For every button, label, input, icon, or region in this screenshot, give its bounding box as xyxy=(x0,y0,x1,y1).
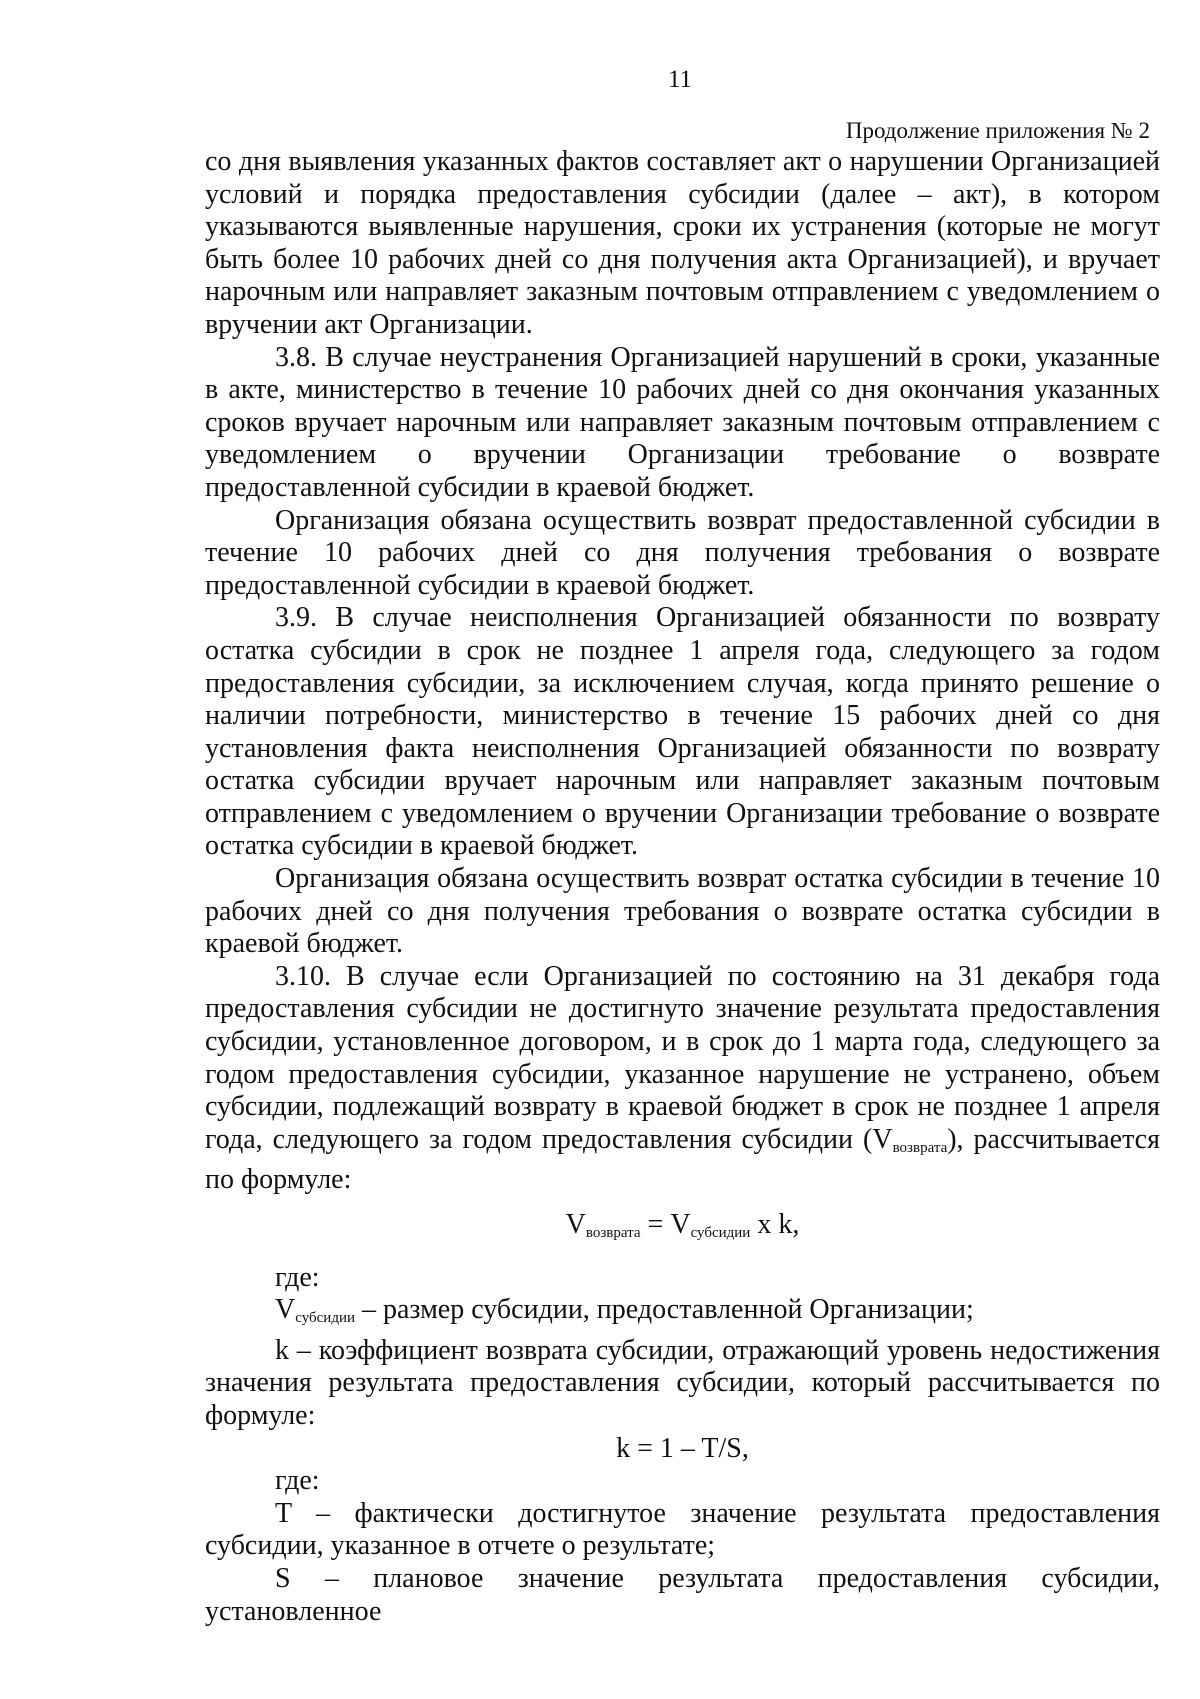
definition-k: k – коэффициент возврата субсидии, отражающий уровень недостижения значения результата предоставления субсидии, который рассчитывается по формуле: xyxy=(205,1334,1160,1431)
formula-k: k = 1 – T/S, xyxy=(616,1432,749,1464)
formula-sub-left: возврата xyxy=(585,1225,641,1241)
paragraph-3-9: 3.9. В случае неисполнения Организацией обязанности по возврату остатка субсидии в срок не позднее 1 апреля года, следующего за годом предоставления субсидии, за исключением случая, когда принято решение о наличии потребности, министерство в течение 15 рабочих дней со дня установления факта неисполнения Организацией обязанности по возврату остатка субсидии вручает нарочным или направляет заказным почтовым отправлением с уведомлением о вручении Организации требование о возврате остатка субсидии в краевой бюджет. xyxy=(205,602,1160,862)
paragraph-3-10 xyxy=(205,961,1160,1197)
formula-eq: = V xyxy=(640,1209,691,1240)
where-label-2: где: xyxy=(275,1465,320,1497)
definition-v-subsidy xyxy=(205,1294,1160,1335)
document-body xyxy=(205,146,1160,1628)
definition-s: S – плановое значение результата предоставления субсидии, установленное xyxy=(205,1562,1160,1627)
formula-return-volume xyxy=(205,1209,1160,1250)
formula-v: V xyxy=(565,1209,586,1240)
paragraph-3-8: 3.8. В случае неустранения Организацией нарушений в сроки, указанные в акте, министерство в течение 10 рабочих дней со дня окончания указанных сроков вручает нарочным или направляет заказным почтовым отправлением с уведомлением о вручении Организации требование о возврате предоставленной субсидии в краевой бюджет. xyxy=(205,341,1160,503)
page-number: 11 xyxy=(667,66,693,93)
where-label-1: где: xyxy=(275,1261,320,1293)
def-v-subscript: субсидии xyxy=(295,1310,355,1327)
paragraph-act: со дня выявления указанных фактов составляет акт о нарушении Организацией условий и порядка предоставления субсидии (далее – акт), в котором указываются выявленные нарушения, сроки их устранения (которые не могут быть более 10 рабочих дней со дня получения акта Организацией), и вручает нарочным или направляет заказным почтовым отправлением с уведомлением о вручении акт Организации. xyxy=(205,146,1160,340)
def-v-letter: V xyxy=(275,1294,296,1326)
paragraph-3-10-tail: ), рассчитывается по формуле: xyxy=(205,1123,1160,1196)
definition-t: T – фактически достигнутое значение результата предоставления субсидии, указанное в отчете о результате; xyxy=(205,1497,1160,1562)
paragraph-return-remainder: Организация обязана осуществить возврат остатка субсидии в течение 10 рабочих дней со дня получения требования о возврате остатка субсидии в краевой бюджет. xyxy=(205,863,1160,960)
paragraph-return-obligation: Организация обязана осуществить возврат предоставленной субсидии в течение 10 рабочих дней со дня получения требования о возврате предоставленной субсидии в краевой бюджет. xyxy=(205,504,1160,601)
formula-tail: x k, xyxy=(750,1209,800,1240)
def-v-text: – размер субсидии, предоставленной Организации; xyxy=(355,1294,974,1326)
paragraph-3-10-text: 3.10. В случае если Организацией по состоянию на 31 декабря года предоставления субсидии не достигнуто значение результата предоставления субсидии, установленное договором, и в срок до 1 марта года, следующего за годом предоставления субсидии, указанное нарушение не устранено, объем субсидии, подлежащий возврату в краевой бюджет в срок не позднее 1 апреля года, следующего за годом предоставления субсидии (V xyxy=(205,960,1160,1155)
paragraph-3-10-subscript: возврата xyxy=(892,1139,948,1156)
continuation-header: Продолжение приложения № 2 xyxy=(845,118,1150,143)
formula-sub-right: субсидии xyxy=(690,1225,751,1241)
